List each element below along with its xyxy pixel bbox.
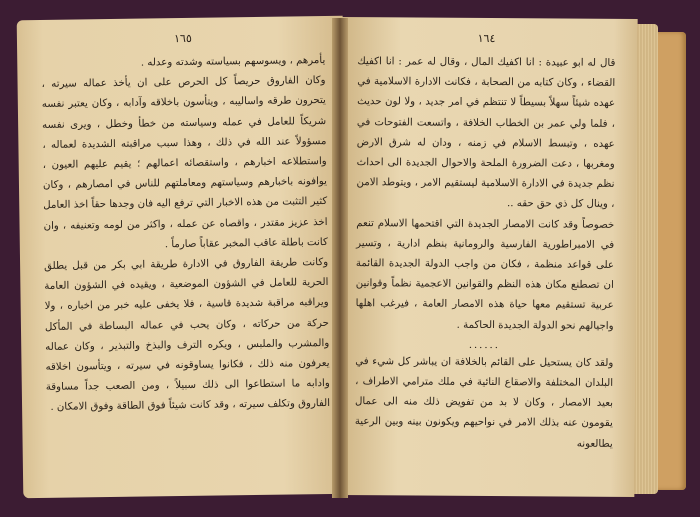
left-page <box>17 16 350 499</box>
left-paragraph-1: يأمرهم ، ويسوسهم بسياسته وشدته وعدله . <box>140 54 326 69</box>
open-book <box>4 10 688 510</box>
book-gutter <box>332 18 348 498</box>
left-paragraph-3: وكانت طريقة الفاروق في الادارة طريقة ابي بكر من قبل يطلق الحرية للعامل في الشؤون الموضعية ، ويقيده في الشؤون العامة ويراقبه مراقبة شديدة قاسية ، فلا يخفى عليه خبر من اخباره ، ولا حركة من حركاته ، وكان يحب في عماله البساطة في المأكل والمشرب والملبس ، ويكره الترف والبذخ والتبذير ، وكان عماله يعرفون منه ذلك ، فكانوا يساوقونه في سيرته ، ويتأسون اخلاقه وادابه ما استطاعوا الى ذلك سبيلاً ، ومن الصعب جداً مساوقة الفاروق وتكلف سيرته ، وقد كانت شيئاً فوق الطاقة وفوق الامكان . <box>44 257 331 414</box>
left-paragraph-2: وكان الفاروق حريصاً كل الحرص على ان يأخذ عماله سيرته ، يتحرون طرقه واساليبه ، ويتأسون باخلاقه وآدابه ، وكان يعتبر نفسه شريكاً للعامل في عمله وسياسته من خطأ وخطل ، ويرى نفسه مسؤولاً عند الله في ذلك ، وهذا سبب مراقبته الشديدة لعماله ، واستطلاعه اخبارهم ، واستقصائه اعمالهم ؛ يقيم عليهم العيون ، يوافونه باخبارهم وسياستهم ومعاملتهم للناس في امصارهم ، وكان كثير التثبت من هذه الاخبار التي ترفع اليه فان وجدها حقاً اخذ العامل اخذ عزيز مقتدر ، واقصاه عن عمله ، واكثر من لومه وتعنيفه ، وان كانت باطلة عاقب المخبر عقاباً صارماً . <box>41 75 328 251</box>
left-page-number: ١٦٥ <box>173 31 192 46</box>
right-page <box>338 17 637 497</box>
right-paragraph-2: خصوصاً وقد كانت الامصار الجديدة التي اقتحمها الاسلام تنعم في الامبراطورية الفارسية والرومانية بنظم ادارية ، وتسير على قواعد منظمة ، فكان من واجب الدولة الجديدة القائمة ان تصطنع مكان هذه النظم والقوانين الاعجمية نظماً وقوانين عربية تستقيم معها حياة هذه الامصار العامة ، فيرغب اهلها واجيالهم نحو الدولة الجديدة الحاكمة . <box>355 217 615 332</box>
right-paragraph-1: قال له ابو عبيدة : انا اكفيك المال ، وقال له عمر : انا اكفيك القضاء ، وكان كتابه من الصحابة ، فكانت الادارة الاسلامية في عهده شيئاً سهلاً بسيطاً لا تنتظم في امر جديد ، ولا لون حديث ، فلما ولي عمر بن الخطاب الخلافة ، واتسعت الفتوحات في عهده ، وتبسط الاسلام في زمنه ، ودان له شرق الارض ومغربها ، دعت الضرورة الملحة والاحوال الجديدة الى احداث نظم جديدة في الادارة الاسلامية ليستقيم الامر ، ويتوطد الامن ، وينال كل ذي حق حقه .. <box>356 56 616 211</box>
right-paragraph-3: ولقد كان يستحيل على القائم بالخلافة ان يباشر كل شيء في البلدان المختلفة والاصقاع النائية في ملك مترامي الاطراف ، بعيد الامصار ، وكان لا بد من تفويض ذلك منه الى عمال يقومون عنه بذلك الامر في نواحيهم ويكونون بينه وبين الرعية يطالعونه <box>354 355 614 450</box>
section-separator: ...... <box>468 339 500 351</box>
right-page-number: ١٦٤ <box>477 31 496 46</box>
